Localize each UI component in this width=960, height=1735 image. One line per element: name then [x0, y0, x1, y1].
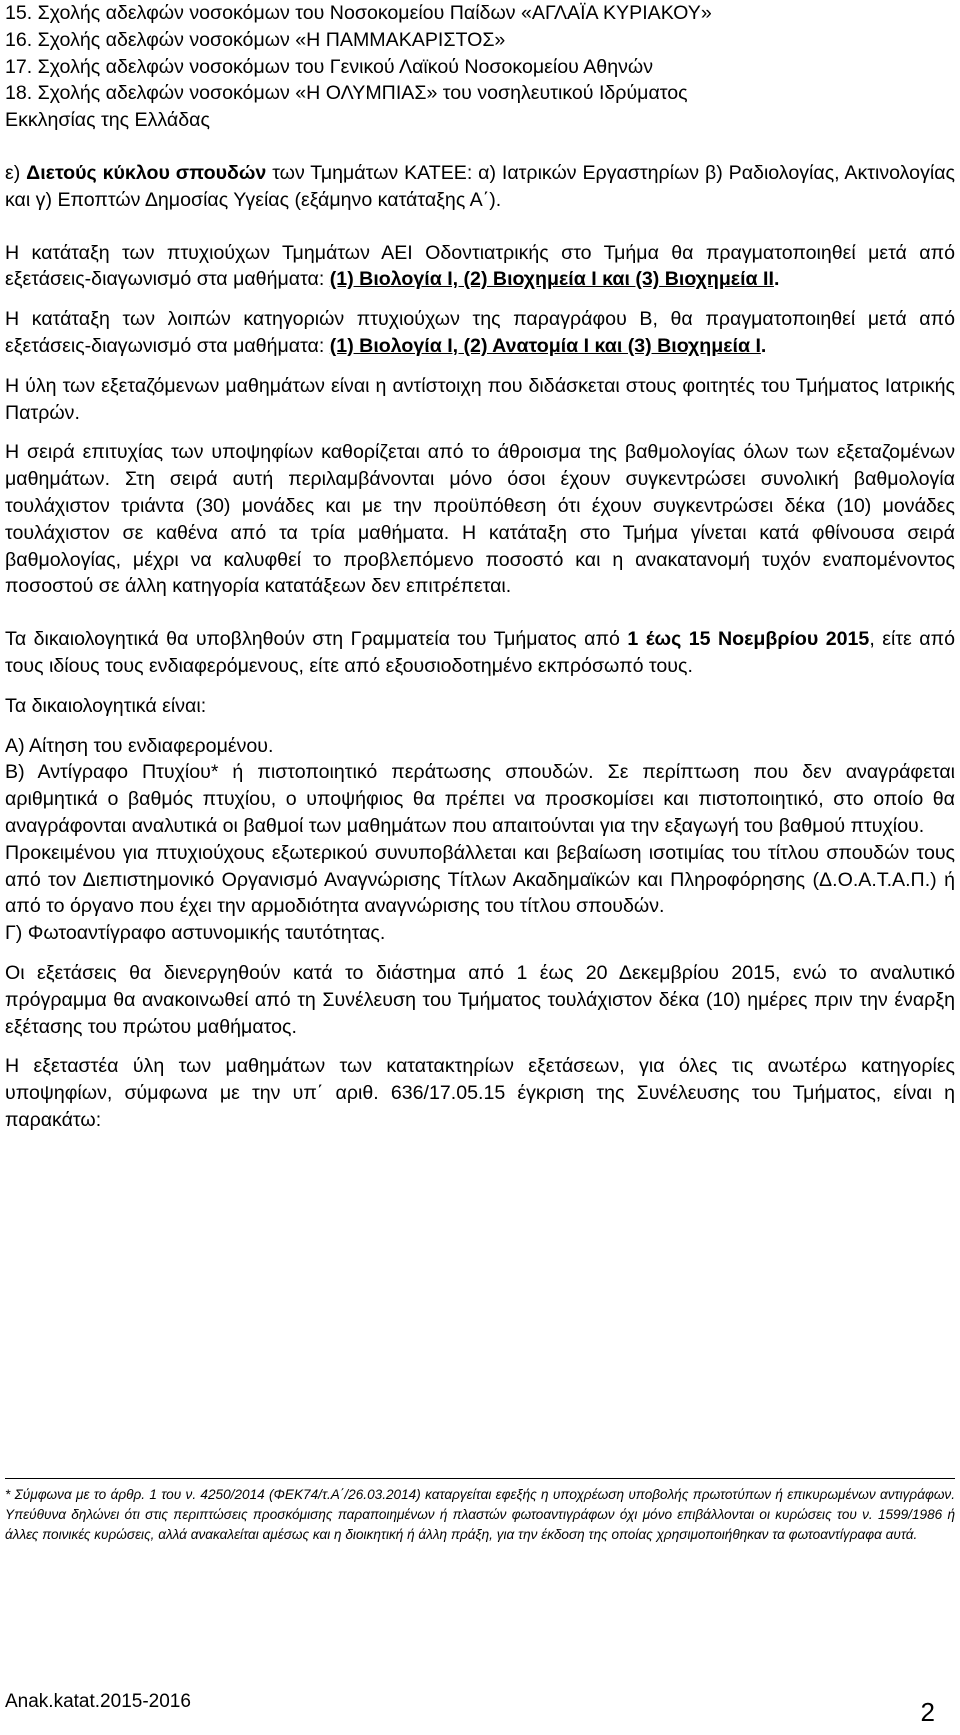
- dentistry-courses: (1) Βιολογία Ι, (2) Βιοχημεία Ι και (3) Βιοχημεία ΙΙ: [329, 268, 774, 291]
- syllabus-paragraph: Η εξεταστέα ύλη των μαθημάτων των κατατακτηρίων εξετάσεων, για όλες τις ανωτέρω κατηγορίες υποψηφίων, σύμφωνα με την υπ΄ αριθ. 636/17.05.15 έγκριση της Συνέλευσης του Τμήματος, είναι η παρακάτω:: [5, 1055, 955, 1131]
- other-courses: (1) Βιολογία Ι, (2) Ανατομία Ι και (3) Βιοχημεία Ι: [329, 334, 761, 357]
- document-body: [5, 0, 955, 1134]
- document-item-b-extra: Προκειμένου για πτυχιούχους εξωτερικού συνυποβάλλεται και βεβαίωση ισοτιμίας του τίτλου σπουδών τους από τον Διεπιστημονικό Οργανισμό Αναγνώρισης Τίτλων Ακαδημαϊκών και Πληροφόρησης (Δ.Ο.Α.Τ.Α.Π.) ή από το όργανο που έχει την αρμοδιότητα αναγνώρισης του τίτλου σπουδών.: [5, 841, 955, 918]
- document-item-a: Α) Αίτηση του ενδιαφερομένου.: [5, 734, 274, 757]
- deadline-paragraph: [5, 626, 955, 680]
- list-item-continuation: Εκκλησίας της Ελλάδας: [5, 109, 210, 132]
- ranking-paragraph: Η σειρά επιτυχίας των υποψηφίων καθορίζεται από το άθροισμα της βαθμολογίας όλων των εξεταζομένων μαθημάτων. Στη σειρά αυτή περιλαμβάνονται μόνο όσοι έχουν συγκεντρώσει συνολική βαθμολογία τουλάχιστον τριάντα (30) μονάδες και με την προϋπόθεση ότι έχουν συγκεντρώσει δέκα (10) μονάδες τουλάχιστον σε καθένα από τα τρία μαθήματα. Η κατάταξη στο Τμήμα γίνεται κατά φθίνουσα σειρά βαθμολογίας, μέχρι να καλυφθεί το προβλεπόμενο ποσοστό και η ανακατανομή τυχόν εναπομένοντος ποσοστού σε άλλη κατηγορία κατατάξεων δεν επιτρέπεται.: [5, 441, 955, 598]
- section-e-prefix: ε): [5, 161, 27, 184]
- section-e-bold: Διετούς κύκλου σπουδών: [26, 161, 267, 184]
- other-text: Η κατάταξη των λοιπών κατηγοριών πτυχιούχων της παραγράφου Β, θα πραγματοποιηθεί μετά από εξετάσεις-διαγωνισμό στα μαθήματα:: [5, 308, 955, 357]
- documents-heading: Τα δικαιολογητικά είναι:: [5, 694, 207, 717]
- footnote: * Σύμφωνα με το άρθρ. 1 του ν. 4250/2014 (ΦΕΚ74/τ.Α΄/26.03.2014) καταργείται εφεξής η υποχρέωση υποβολής πρωτοτύπων ή επικυρωμένων αντιγράφων. Υπεύθυνα δηλώνει ότι στις περιπτώσεις προσκόμισης παραποιημένων ή πλαστών φωτοαντιγράφων όχι μόνο επιβάλλονται οι κυρώσεις του ν. 1599/1986 ή άλλες ποινικές κυρώσεις, αλλά ανακαλείται αμέσως και η διοικητική ή άλλη πράξη, για την έκδοση της οποίας χρησιμοποιήθηκαν τα φωτοαντίγραφα αυτά.: [5, 1487, 955, 1542]
- document-item-b: Β) Αντίγραφο Πτυχίου* ή πιστοποιητικό περάτωσης σπουδών. Σε περίπτωση που δεν αναγράφεται αριθμητικά ο βαθμός πτυχίου, ο υποψήφιος θα πρέπει να προσκομίσει και πιστοποιητικό, στο οποίο θα αναγράφονται αναλυτικά οι βαθμοί των μαθημάτων που απαιτούνται για την εξαγωγή του βαθμού πτυχίου.: [5, 761, 955, 837]
- spacer: [5, 720, 955, 733]
- spacer: [5, 293, 955, 306]
- spacer: [5, 134, 955, 160]
- list-item: 18. Σχολής αδελφών νοσοκόμων «Η ΟΛΥΜΠΙΑΣ» του νοσηλευτικού Ιδρύματος: [5, 82, 688, 105]
- school-list: [5, 0, 955, 134]
- deadline-dates: 1 έως 15 Νοεμβρίου 2015: [627, 628, 870, 651]
- dentistry-text: Η κατάταξη των πτυχιούχων Τμημάτων ΑΕΙ Οδοντιατρικής στο Τμήμα θα πραγματοποιηθεί μετά από εξετάσεις-διαγωνισμό στα μαθήματα:: [5, 241, 955, 291]
- spacer: [5, 600, 955, 626]
- spacer: [5, 680, 955, 693]
- spacer: [5, 214, 955, 240]
- footer-reference: Anak.katat.2015-2016: [5, 1691, 191, 1712]
- other-end: .: [760, 334, 767, 357]
- dentistry-end: .: [773, 268, 780, 291]
- document-item-c: Γ) Φωτοαντίγραφο αστυνομικής ταυτότητας.: [5, 922, 386, 945]
- list-item: 15. Σχολής αδελφών νοσοκόμων του Νοσοκομείου Παίδων «ΑΓΛΑΪΑ ΚΥΡΙΑΚΟΥ»: [5, 2, 712, 24]
- spacer: [5, 1040, 955, 1053]
- deadline-after: , είτε από τους ιδίους τους ενδιαφερόμενους, είτε από εξουσιοδοτημένο εκπρόσωπό τους.: [5, 628, 955, 677]
- section-e-text: των Τμημάτων ΚΑΤΕΕ: α) Ιατρικών Εργαστηρίων β) Ραδιολογίας, Ακτινολογίας και γ) Εποπτών Δημοσίας Υγείας (εξάμηνο κατάταξης Α΄).: [5, 161, 955, 211]
- spacer: [5, 947, 955, 960]
- exams-paragraph: Οι εξετάσεις θα διενεργηθούν κατά το διάστημα από 1 έως 20 Δεκεμβρίου 2015, ενώ το αναλυτικό πρόγραμμα θα ανακοινωθεί από τη Συνέλευση του Τμήματος τουλάχιστον δέκα (10) ημέρες πριν την έναρξη εξέτασης του πρώτου μαθήματος.: [5, 961, 955, 1038]
- spacer: [5, 426, 955, 439]
- footnote-divider: [5, 1478, 955, 1479]
- material-paragraph: Η ύλη των εξεταζόμενων μαθημάτων είναι η αντίστοιχη που διδάσκεται στους φοιτητές του Τμήματος Ιατρικής Πατρών.: [5, 374, 955, 424]
- dentistry-paragraph: [5, 240, 955, 294]
- list-item: 16. Σχολής αδελφών νοσοκόμων «Η ΠΑΜΜΑΚΑΡΙΣΤΟΣ»: [5, 28, 506, 51]
- page-number: 2: [920, 1697, 935, 1727]
- deadline-before: Τα δικαιολογητικά θα υποβληθούν στη Γραμματεία του Τμήματος από: [5, 628, 628, 651]
- other-categories-paragraph: [5, 306, 955, 360]
- section-e-paragraph: [5, 160, 955, 214]
- list-item: 17. Σχολής αδελφών νοσοκόμων του Γενικού Λαϊκού Νοσοκομείου Αθηνών: [5, 55, 653, 78]
- spacer: [5, 360, 955, 373]
